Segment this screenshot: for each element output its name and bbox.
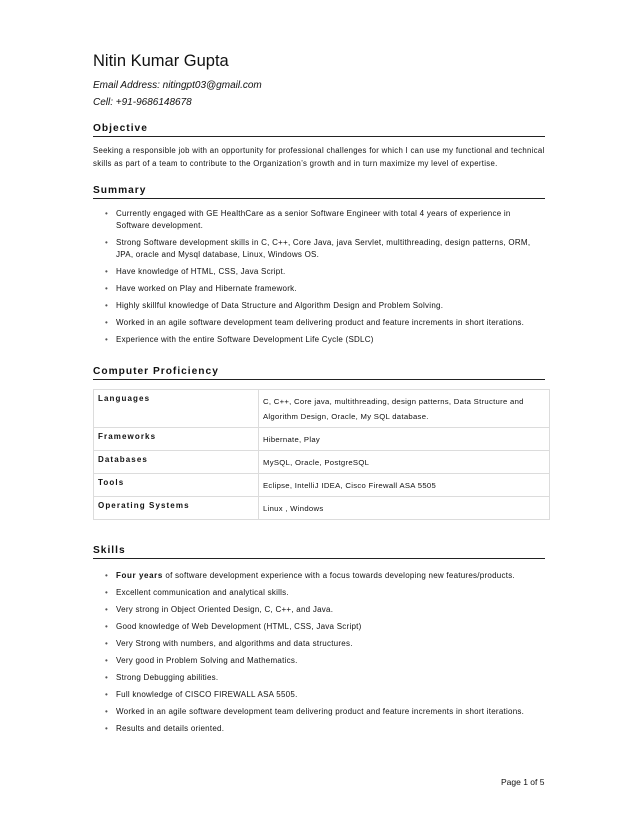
bullet-icon: •: [105, 656, 109, 665]
proficiency-key: Languages: [94, 390, 259, 428]
bullet-icon: •: [105, 209, 109, 218]
list-item: • Worked in an agile software development team delivering product and feature increments in short iterations.: [105, 707, 525, 716]
bullet-icon: •: [105, 335, 109, 344]
bullet-icon: •: [105, 571, 109, 580]
list-item: • Currently engaged with GE HealthCare as a senior Software Engineer with total 4 years of experience in Software development.: [105, 209, 511, 230]
cell-number: Cell: +91-9686148678: [93, 97, 192, 108]
bullet-icon: •: [105, 318, 109, 327]
bullet-icon: •: [105, 588, 109, 597]
objective-heading: Objective: [93, 123, 545, 137]
bullet-icon: •: [105, 673, 109, 682]
list-item: • Full knowledge of CISCO FIREWALL ASA 5505.: [105, 690, 298, 699]
list-item: • Excellent communication and analytical skills.: [105, 588, 289, 597]
list-item: • Results and details oriented.: [105, 724, 225, 733]
proficiency-value: Eclipse, IntelliJ IDEA, Cisco Firewall ASA 5505: [259, 474, 550, 497]
list-item: • Experience with the entire Software Development Life Cycle (SDLC): [105, 335, 374, 344]
objective-text: Seeking a responsible job with an opportunity for professional challenges for which I can use my functional and technical skills as part of a team to contribute to the Organization’s growth and in turn maximize my level of expertise.: [93, 146, 545, 168]
list-item: • Very good in Problem Solving and Mathematics.: [105, 656, 298, 665]
bullet-icon: •: [105, 284, 109, 293]
proficiency-value: Hibernate, Play: [259, 428, 550, 451]
bullet-icon: •: [105, 605, 109, 614]
proficiency-key: Tools: [94, 474, 259, 497]
resume-page: [93, 52, 545, 740]
table-row: [94, 428, 550, 451]
list-item: • Good knowledge of Web Development (HTML, CSS, Java Script): [105, 622, 362, 631]
bullet-icon: •: [105, 707, 109, 716]
proficiency-value: Linux , Windows: [259, 497, 550, 520]
skills-list: [93, 570, 545, 735]
proficiency-key: Databases: [94, 451, 259, 474]
email-address: Email Address: nitingpt03@gmail.com: [93, 80, 262, 91]
list-item: • Strong Debugging abilities.: [105, 673, 219, 682]
list-item: • Worked in an agile software development team delivering product and feature increments in short iterations.: [105, 318, 525, 327]
bullet-icon: •: [105, 639, 109, 648]
bullet-icon: •: [105, 690, 109, 699]
proficiency-table: [93, 389, 550, 520]
list-item: • Have knowledge of HTML, CSS, Java Script.: [105, 267, 286, 276]
summary-heading: Summary: [93, 185, 545, 199]
proficiency-value: MySQL, Oracle, PostgreSQL: [259, 451, 550, 474]
page-number: Page 1 of 5: [501, 777, 545, 787]
summary-list: [93, 208, 545, 346]
list-item: • Have worked on Play and Hibernate framework.: [105, 284, 297, 293]
candidate-name: Nitin Kumar Gupta: [93, 52, 229, 70]
bullet-icon: •: [105, 238, 109, 247]
proficiency-value: C, C++, Core java, multithreading, design patterns, Data Structure and Algorithm Design, Oracle, My SQL database.: [259, 390, 550, 428]
list-item: • Four years of software development experience with a focus towards developing new features/products.: [105, 571, 515, 580]
list-item: • Very Strong with numbers, and algorithms and data structures.: [105, 639, 353, 648]
list-item: • Highly skillful knowledge of Data Structure and Algorithm Design and Problem Solving.: [105, 301, 444, 310]
table-row: [94, 451, 550, 474]
list-item: • Strong Software development skills in C, C++, Core Java, java Servlet, multithreading, design patterns, ORM, JPA, oracle and Mysql database, Linux, Windows OS.: [105, 238, 531, 259]
table-row: [94, 497, 550, 520]
proficiency-key: Frameworks: [94, 428, 259, 451]
proficiency-key: Operating Systems: [94, 497, 259, 520]
proficiency-heading: Computer Proficiency: [93, 366, 545, 380]
table-row: [94, 474, 550, 497]
bullet-icon: •: [105, 301, 109, 310]
bullet-icon: •: [105, 724, 109, 733]
table-row: [94, 390, 550, 428]
skills-heading: Skills: [93, 545, 545, 559]
bullet-icon: •: [105, 267, 109, 276]
bullet-icon: •: [105, 622, 109, 631]
list-item: • Very strong in Object Oriented Design, C, C++, and Java.: [105, 605, 334, 614]
